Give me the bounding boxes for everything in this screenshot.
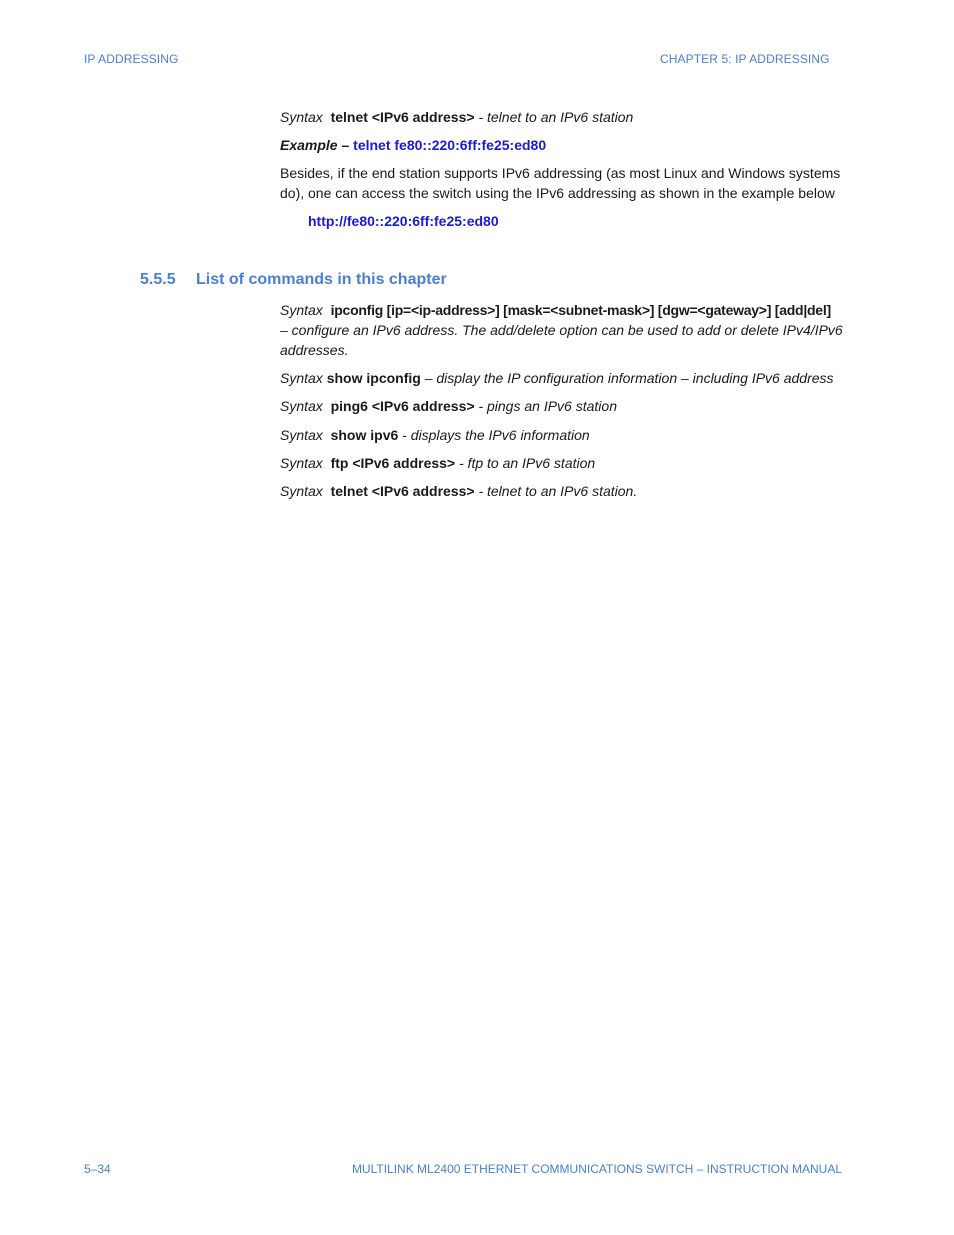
syntax-command: ping6 <IPv6 address> [330,398,475,414]
url-example-link[interactable]: http://fe80::220:6ff:fe25:ed80 [308,213,499,229]
running-header-right: CHAPTER 5: IP ADDRESSING [660,52,830,66]
command-entry-show-ipconfig [280,368,846,388]
section-title: List of commands in this chapter [196,271,447,288]
syntax-command: ipconfig [ip=<ip-address>] [mask=<subnet-mask>] [dgw=<gateway>] [add|del] [330,302,831,318]
url-example-line [308,211,874,231]
command-entry-ipconfig [280,300,846,360]
section-number: 5.5.5 [140,271,176,288]
syntax-command: telnet <IPv6 address> [330,109,475,125]
syntax-label: Syntax [280,483,323,499]
syntax-label: Syntax [280,370,323,386]
example-command: telnet fe80::220:6ff:fe25:ed80 [353,137,547,153]
syntax-description: - telnet to an IPv6 station. [474,483,638,499]
syntax-description: - telnet to an IPv6 station [474,109,634,125]
besides-paragraph: Besides, if the end station supports IPv6 addressing (as most Linux and Windows systems do), one can access the switch using the IPv6 addressing as shown in the example below [280,165,841,201]
section-heading [140,271,447,289]
example-label: Example – [280,137,350,153]
running-footer-title: MULTILINK ML2400 ETHERNET COMMUNICATIONS SWITCH – INSTRUCTION MANUAL [351,1162,842,1176]
syntax-label: Syntax [280,427,323,443]
syntax-description: - ftp to an IPv6 station [455,455,596,471]
page-number: 5–34 [84,1162,111,1176]
telnet-syntax-line [280,107,846,127]
running-header-left: IP ADDRESSING [84,52,179,66]
syntax-description: – display the IP configuration information – including IPv6 address [420,370,834,386]
syntax-description: – configure an IPv6 address. The add/delete option can be used to add or delete IPv4/IPv6 addresses. [280,322,843,358]
syntax-description: - pings an IPv6 station [474,398,617,414]
syntax-label: Syntax [280,455,323,471]
command-entry-ping6 [280,396,846,416]
syntax-description: - displays the IPv6 information [398,427,590,443]
syntax-command: telnet <IPv6 address> [330,483,475,499]
syntax-label: Syntax [280,109,323,125]
syntax-command: ftp <IPv6 address> [330,455,456,471]
syntax-label: Syntax [280,398,323,414]
syntax-command: show ipv6 [330,427,399,443]
syntax-label: Syntax [280,302,323,318]
example-line [280,135,846,155]
syntax-command: show ipconfig [326,370,421,386]
command-entry-ftp [280,453,846,473]
command-entry-show-ipv6 [280,425,846,445]
command-entry-telnet [280,481,846,501]
